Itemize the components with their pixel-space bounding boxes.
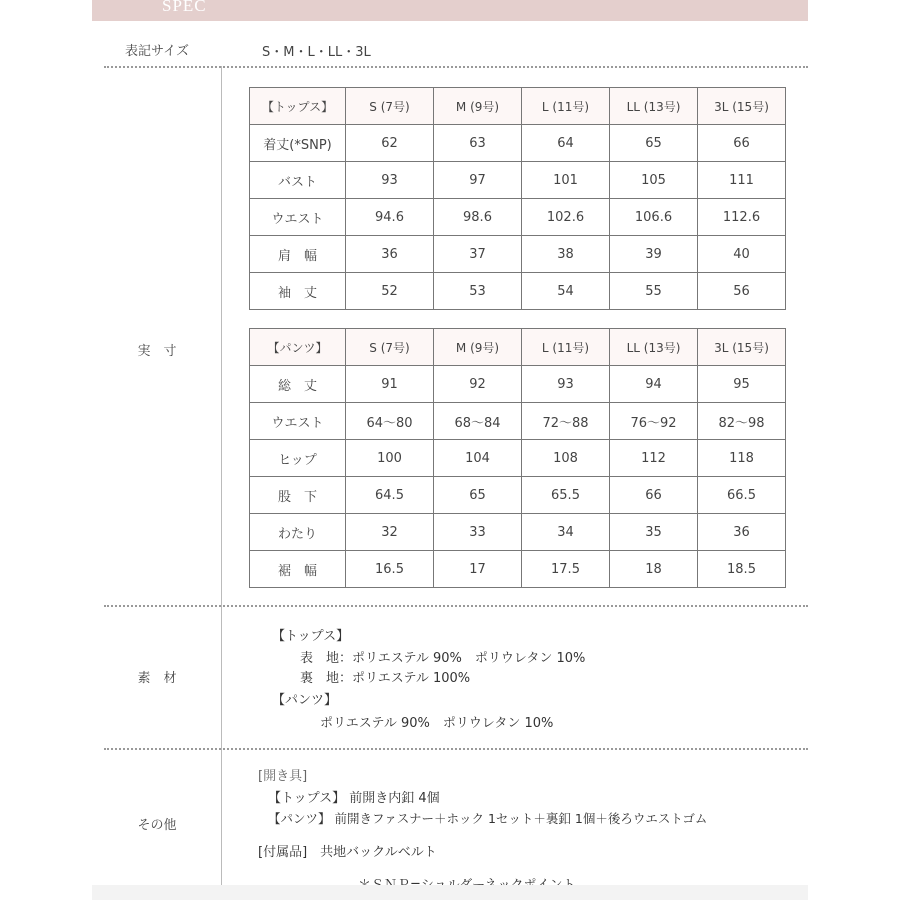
- table-cell: 56: [698, 273, 786, 310]
- tops-closure: 【トップス】 前開き内釦 4個: [268, 791, 440, 806]
- table-row: [250, 273, 786, 310]
- table-cell: 32: [346, 514, 434, 551]
- section-divider-1: [104, 66, 808, 68]
- label-divider: [221, 66, 222, 886]
- spec-title: SPEC: [162, 0, 207, 15]
- row-header: ウエスト: [250, 403, 346, 440]
- table-row: [250, 440, 786, 477]
- size-value: S・M・L・LL・3L: [262, 45, 371, 60]
- table-header-cell: 3L (15号): [698, 329, 786, 366]
- table-cell: 98.6: [434, 199, 522, 236]
- table-cell: 108: [522, 440, 610, 477]
- table-cell: 64: [522, 125, 610, 162]
- table-cell: 39: [610, 236, 698, 273]
- table-cell: 97: [434, 162, 522, 199]
- table-cell: 38: [522, 236, 610, 273]
- table-header-cell: L (11号): [522, 88, 610, 125]
- table-row: [250, 162, 786, 199]
- table-cell: 101: [522, 162, 610, 199]
- table-row: [250, 477, 786, 514]
- table-cell: 95: [698, 366, 786, 403]
- table-cell: 17.5: [522, 551, 610, 588]
- table-cell: 92: [434, 366, 522, 403]
- pants-size-table: [249, 328, 786, 588]
- accessory-text: [付属品] 共地バックルベルト: [258, 845, 437, 860]
- closure-title: [開き具]: [258, 769, 308, 784]
- bottom-band: [92, 885, 808, 900]
- table-cell: 72～88: [522, 403, 610, 440]
- table-cell: 63: [434, 125, 522, 162]
- table-cell: 82～98: [698, 403, 786, 440]
- table-cell: 106.6: [610, 199, 698, 236]
- table-header-cell: M (9号): [434, 329, 522, 366]
- table-header-cell: M (9号): [434, 88, 522, 125]
- table-cell: 36: [698, 514, 786, 551]
- table-cell: 118: [698, 440, 786, 477]
- table-header-cell: L (11号): [522, 329, 610, 366]
- table-cell: 100: [346, 440, 434, 477]
- row-header: ウエスト: [250, 199, 346, 236]
- material-tops-title: 【トップス】: [272, 629, 350, 644]
- material-label: 素 材: [137, 671, 177, 686]
- table-cell: 18: [610, 551, 698, 588]
- table-cell: 68～84: [434, 403, 522, 440]
- table-cell: 112.6: [698, 199, 786, 236]
- table-header-cell: 3L (15号): [698, 88, 786, 125]
- material-tops-outer: 表 地：ポリエステル 90% ポリウレタン 10%: [300, 651, 586, 666]
- table-header-cell: S (7号): [346, 88, 434, 125]
- table-cell: 94: [610, 366, 698, 403]
- table-cell: 53: [434, 273, 522, 310]
- measure-label: 実 寸: [137, 344, 177, 359]
- table-cell: 104: [434, 440, 522, 477]
- table-cell: 65: [610, 125, 698, 162]
- table-cell: 16.5: [346, 551, 434, 588]
- table-cell: 34: [522, 514, 610, 551]
- table-cell: 94.6: [346, 199, 434, 236]
- table-cell: 65.5: [522, 477, 610, 514]
- table-cell: 40: [698, 236, 786, 273]
- other-label: その他: [137, 818, 177, 833]
- row-header: 股 下: [250, 477, 346, 514]
- table-cell: 55: [610, 273, 698, 310]
- row-header: 肩 幅: [250, 236, 346, 273]
- row-header: 袖 丈: [250, 273, 346, 310]
- table-cell: 66: [610, 477, 698, 514]
- table-header-cell: 【トップス】: [250, 88, 346, 125]
- spec-header: [92, 0, 808, 21]
- row-header: 裾 幅: [250, 551, 346, 588]
- table-cell: 66: [698, 125, 786, 162]
- material-pants-title: 【パンツ】: [272, 693, 338, 708]
- table-header-cell: LL (13号): [610, 88, 698, 125]
- table-header-cell: 【パンツ】: [250, 329, 346, 366]
- table-cell: 102.6: [522, 199, 610, 236]
- table-cell: 93: [522, 366, 610, 403]
- material-tops-lining: 裏 地：ポリエステル 100%: [300, 671, 471, 686]
- table-cell: 93: [346, 162, 434, 199]
- table-row: [250, 199, 786, 236]
- table-cell: 65: [434, 477, 522, 514]
- table-cell: 52: [346, 273, 434, 310]
- row-header: 着丈(*SNP): [250, 125, 346, 162]
- size-label: 表記サイズ: [125, 44, 189, 59]
- row-header: わたり: [250, 514, 346, 551]
- table-cell: 17: [434, 551, 522, 588]
- pants-closure: 【パンツ】 前開きファスナー＋ホック 1セット＋裏釦 1個＋後ろウエストゴム: [268, 811, 708, 826]
- row-header: ヒップ: [250, 440, 346, 477]
- table-row: [250, 403, 786, 440]
- material-pants-fabric: ポリエステル 90% ポリウレタン 10%: [320, 716, 554, 731]
- table-cell: 54: [522, 273, 610, 310]
- table-row: [250, 236, 786, 273]
- table-cell: 112: [610, 440, 698, 477]
- table-cell: 37: [434, 236, 522, 273]
- table-cell: 66.5: [698, 477, 786, 514]
- table-cell: 33: [434, 514, 522, 551]
- table-header-cell: LL (13号): [610, 329, 698, 366]
- table-cell: 62: [346, 125, 434, 162]
- table-row: [250, 125, 786, 162]
- table-row: [250, 514, 786, 551]
- table-cell: 105: [610, 162, 698, 199]
- table-row: [250, 366, 786, 403]
- section-divider-2: [104, 605, 808, 607]
- table-cell: 76～92: [610, 403, 698, 440]
- row-header: 総 丈: [250, 366, 346, 403]
- table-cell: 111: [698, 162, 786, 199]
- table-cell: 91: [346, 366, 434, 403]
- table-header-cell: S (7号): [346, 329, 434, 366]
- row-header: バスト: [250, 162, 346, 199]
- table-cell: 18.5: [698, 551, 786, 588]
- table-cell: 64.5: [346, 477, 434, 514]
- table-cell: 64～80: [346, 403, 434, 440]
- section-divider-3: [104, 748, 808, 750]
- tops-size-table: [249, 87, 786, 310]
- table-cell: 35: [610, 514, 698, 551]
- table-row: [250, 551, 786, 588]
- table-cell: 36: [346, 236, 434, 273]
